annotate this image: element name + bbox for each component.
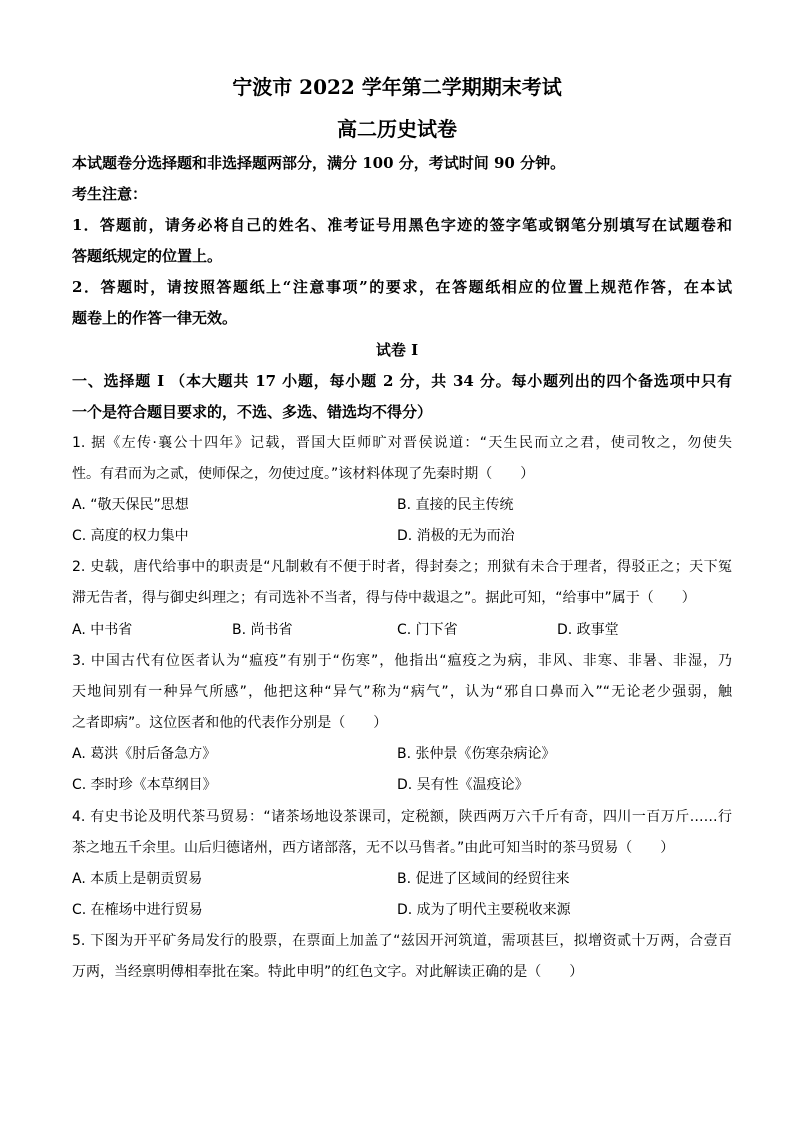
question-1-option-d: D. 消极的无为而治 — [397, 528, 515, 544]
question-3-line-3: 之者即病”。这位医者和他的代表作分别是（ ） — [72, 715, 388, 731]
exam-title: 宁波市 2022 学年第二学期期末考试 — [232, 75, 562, 99]
question-3-line-1: 3. 中国古代有位医者认为“瘟疫”有别于“伤寒”，他指出“瘟疫之为病，非风、非寒、非暑、非湿，乃 — [72, 653, 732, 669]
question-5-line-1: 5. 下图为开平矿务局发行的股票，在票面上加盖了“兹因开河筑道，需项甚巨，拟增资贰十万两，合壹百 — [72, 933, 732, 949]
question-1-line-1: 1. 据《左传·襄公十四年》记载，晋国大臣师旷对晋侯说道：“天生民而立之君，使司牧之，勿使失 — [72, 435, 732, 451]
question-3-option-a: A. 葛洪《肘后备急方》 — [72, 746, 217, 762]
notice-heading: 考生注意： — [72, 185, 148, 203]
notice-1-line-2: 答题纸规定的位置上。 — [72, 247, 223, 265]
section-heading-line-1: 一、选择题 I （本大题共 17 小题，每小题 2 分，共 34 分。每小题列出的四个备选项中只有 — [72, 372, 732, 390]
question-1-option-b: B. 直接的民主传统 — [397, 497, 514, 513]
question-4-option-d: D. 成为了明代主要税收来源 — [397, 902, 571, 918]
paper-label: 试卷 I — [375, 341, 419, 359]
intro-line: 本试题卷分选择题和非选择题两部分，满分 100 分，考试时间 90 分钟。 — [72, 154, 566, 172]
question-1-option-c: C. 高度的权力集中 — [72, 528, 189, 544]
notice-2-line-1: 2．答题时，请按照答题纸上“注意事项”的要求，在答题纸相应的位置上规范作答，在本试 — [72, 278, 732, 296]
question-3-line-2: 天地间别有一种异气所感”，他把这种“异气”称为“病气”，认为“邪自口鼻而入”“无论老少强弱，触 — [72, 684, 732, 700]
question-1-line-2: 性。有君而为之贰，使师保之，勿使过度。”该材料体现了先秦时期（ ） — [72, 466, 535, 482]
section-heading-line-2: 一个是符合题目要求的，不选、多选、错选均不得分） — [72, 403, 433, 421]
question-3-option-c: C. 李时珍《本草纲目》 — [72, 777, 217, 793]
question-4-line-2: 茶之地五千余里。山后归德诸州，西方诸部落，无不以马售者。”由此可知当时的茶马贸易（ ） — [72, 840, 675, 856]
paper-subtitle: 高二历史试卷 — [337, 117, 457, 141]
question-1-option-a: A. “敬天保民”思想 — [72, 497, 189, 513]
notice-2-line-2: 题卷上的作答一律无效。 — [72, 309, 238, 327]
question-4-option-a: A. 本质上是朝贡贸易 — [72, 871, 203, 887]
question-2-option-a: A. 中书省 — [72, 622, 133, 638]
question-4-option-c: C. 在榷场中进行贸易 — [72, 902, 203, 918]
question-3-option-d: D. 吴有性《温疫论》 — [397, 777, 529, 793]
question-2-option-d: D. 政事堂 — [557, 622, 619, 638]
question-2-option-b: B. 尚书省 — [232, 622, 293, 638]
question-4-line-1: 4. 有史书论及明代茶马贸易：“诸茶场地设茶课司，定税额，陕西两万六千斤有奇，四川一百万斤……行 — [72, 809, 732, 825]
notice-1-line-1: 1．答题前，请务必将自己的姓名、准考证号用黑色字迹的签字笔或钢笔分别填写在试题卷和 — [72, 216, 732, 234]
question-2-line-1: 2. 史载，唐代给事中的职责是“凡制敕有不便于时者，得封奏之；刑狱有未合于理者，得驳正之；天下冤 — [72, 559, 732, 575]
question-2-option-c: C. 门下省 — [397, 622, 458, 638]
question-5-line-2: 万两，当经禀明傅相奉批在案。特此申明”的红色文字。对此解读正确的是（ ） — [72, 964, 584, 980]
question-2-line-2: 滞无告者，得与御史纠理之；有司选补不当者，得与侍中裁退之”。据此可知，“给事中”属于（ ） — [72, 590, 696, 606]
question-3-option-b: B. 张仲景《伤寒杂病论》 — [397, 746, 556, 762]
question-4-option-b: B. 促进了区域间的经贸往来 — [397, 871, 570, 887]
